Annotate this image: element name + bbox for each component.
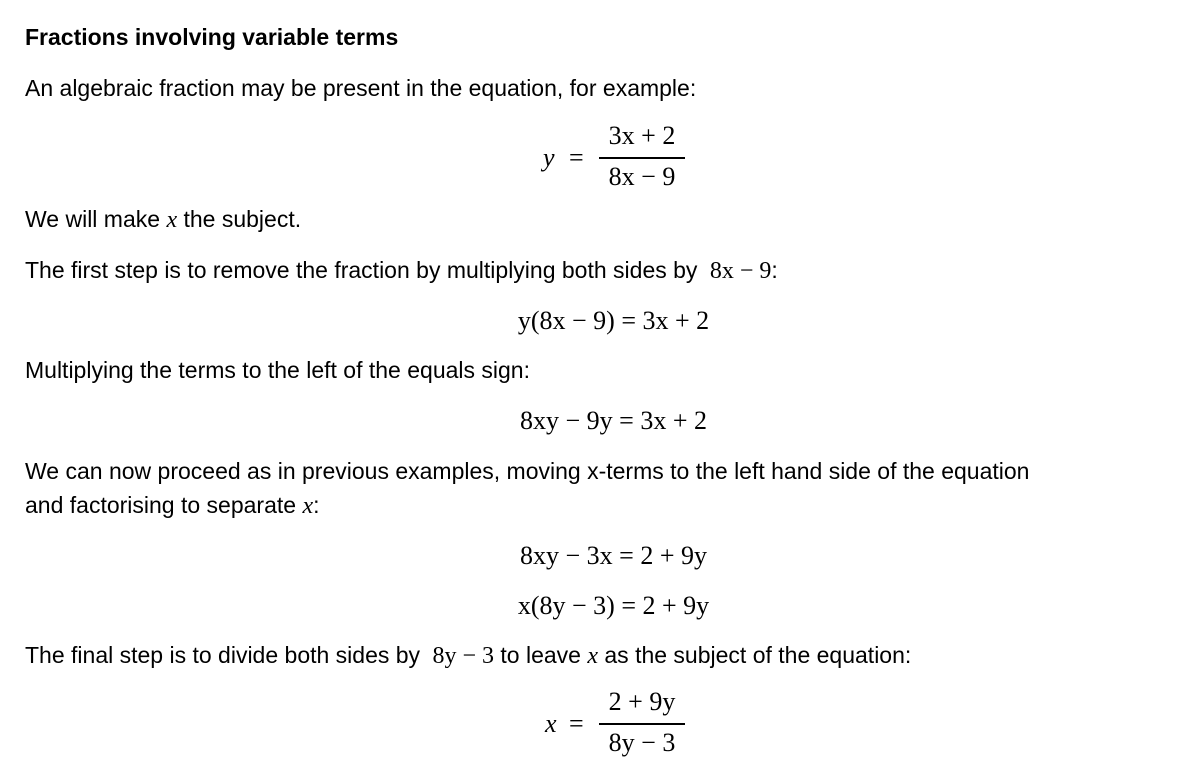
final-step-var: x <box>587 643 598 669</box>
intro-text: An algebraic fraction may be present in the equation, for example: <box>25 75 697 101</box>
equation-6-fraction <box>599 686 685 762</box>
subject-line-after: the subject. <box>177 206 302 232</box>
final-step-before: The final step is to divide both sides by <box>25 642 427 668</box>
equation-3: 8xy − 9y = 3x + 2 <box>520 406 707 435</box>
equation-6-denominator: 8y − 3 <box>608 728 676 757</box>
equation-6-fraction-bar <box>599 723 685 725</box>
first-step-line <box>25 255 778 286</box>
proceed-line-2-var: x <box>302 493 314 519</box>
final-step-after: as the subject of the equation: <box>598 642 912 668</box>
multiplying-line: Multiplying the terms to the left of the equals sign: <box>25 357 530 383</box>
proceed-line-1: We can now proceed as in previous examples, moving x-terms to the left hand side of the equation <box>25 458 1030 484</box>
first-step-expr: 8x − 9 <box>709 258 772 284</box>
proceed-line-2-after: : <box>313 492 320 518</box>
final-step-middle: to leave <box>494 642 588 668</box>
section-heading: Fractions involving variable terms <box>25 24 399 50</box>
equation-1 <box>543 120 693 196</box>
equation-5: x(8y − 3) = 2 + 9y <box>517 591 710 620</box>
equation-1-denominator: 8x − 9 <box>608 162 676 191</box>
final-step-line <box>25 640 911 671</box>
subject-line <box>25 204 301 235</box>
equation-1-lhs: y <box>543 143 555 172</box>
first-step-before: The first step is to remove the fraction by multiplying both sides by <box>25 257 704 283</box>
equation-6-equals: = <box>569 709 584 738</box>
proceed-line-2 <box>25 490 320 521</box>
subject-line-var: x <box>166 207 178 233</box>
equation-4: 8xy − 3x = 2 + 9y <box>520 541 707 570</box>
equation-2: y(8x − 9) = 3x + 2 <box>517 306 710 335</box>
proceed-line-2-before: and factorising to separate <box>25 492 303 518</box>
equation-1-equals: = <box>569 143 584 172</box>
equation-1-fraction <box>599 120 685 196</box>
subject-line-before: We will make <box>25 206 167 232</box>
equation-6 <box>543 686 693 762</box>
equation-6-numerator: 2 + 9y <box>608 687 676 716</box>
equation-1-fraction-bar <box>599 157 685 159</box>
final-step-expr: 8y − 3 <box>432 643 494 669</box>
equation-6-lhs: x <box>545 709 557 738</box>
first-step-after: : <box>771 257 778 283</box>
equation-1-numerator: 3x + 2 <box>608 121 676 150</box>
